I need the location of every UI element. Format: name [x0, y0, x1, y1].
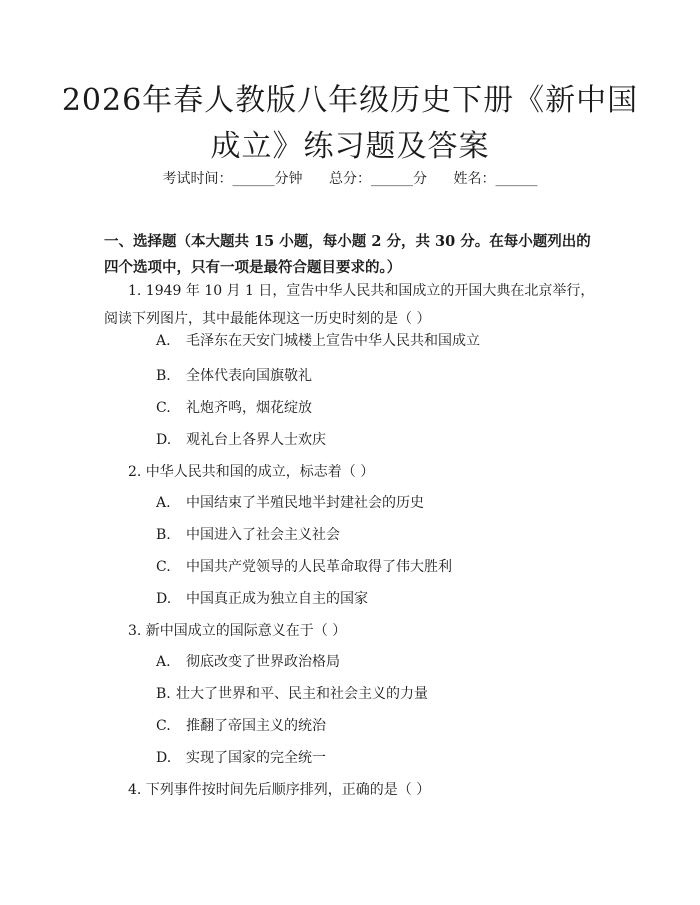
question-1: 1. 1949 年 10 月 1 日，宣告中华人民共和国成立的开国大典在北京举行，阅读下列图片，其中最能体现这一历史时刻的是（ ）	[104, 283, 595, 327]
q2-option-d	[156, 589, 596, 609]
q3-option-d	[156, 748, 596, 768]
option-text: 实现了国家的完全统一	[186, 750, 326, 766]
q2-option-b	[156, 525, 596, 545]
option-letter: B.	[156, 686, 171, 702]
option-letter: C.	[156, 718, 171, 734]
q1-option-a	[156, 331, 596, 351]
exam-score: 总分：______分	[329, 171, 427, 187]
exam-time: 考试时间：______分钟	[162, 171, 303, 187]
option-letter: B.	[156, 368, 171, 384]
option-text: 壮大了世界和平、民主和社会主义的力量	[176, 686, 428, 702]
option-letter: C.	[156, 559, 171, 575]
option-letter: D.	[156, 591, 172, 607]
option-text: 推翻了帝国主义的统治	[186, 718, 326, 734]
section-heading: 一、选择题（本大题共 15 小题，每小题 2 分，共 30 分。在每小题列出的四个选项中，只有一项是最符合题目要求的。）	[104, 233, 591, 276]
document-title: 2026年春人教版八年级历史下册《新中国成立》练习题及答案	[61, 83, 639, 164]
q1-option-c	[156, 398, 596, 418]
q1-option-b	[156, 366, 596, 386]
option-letter: C.	[156, 400, 171, 416]
option-text: 毛泽东在天安门城楼上宣告中华人民共和国成立	[186, 333, 480, 349]
q2-option-c	[156, 557, 596, 577]
option-letter: B.	[156, 527, 171, 543]
option-text: 观礼台上各界人士欢庆	[186, 432, 326, 448]
option-letter: A.	[156, 654, 171, 670]
option-text: 中国真正成为独立自主的国家	[186, 591, 368, 607]
option-letter: A.	[156, 495, 171, 511]
exam-meta	[0, 169, 700, 189]
option-letter: A.	[156, 333, 171, 349]
option-text: 中国共产党领导的人民革命取得了伟大胜利	[186, 559, 452, 575]
question-4: 4. 下列事件按时间先后顺序排列，正确的是（ ）	[128, 782, 431, 798]
option-text: 中国结束了半殖民地半封建社会的历史	[186, 495, 424, 511]
option-letter: D.	[156, 432, 172, 448]
q3-option-c	[156, 716, 596, 736]
q1-option-d	[156, 430, 596, 450]
q2-option-a	[156, 493, 596, 513]
option-text: 中国进入了社会主义社会	[186, 527, 340, 543]
exam-name: 姓名：______	[453, 171, 538, 187]
q3-option-a	[156, 652, 596, 672]
option-text: 彻底改变了世界政治格局	[186, 654, 340, 670]
option-letter: D.	[156, 750, 172, 766]
question-2: 2. 中华人民共和国的成立，标志着（ ）	[128, 464, 375, 480]
question-3: 3. 新中国成立的国际意义在于（ ）	[128, 623, 347, 639]
option-text: 全体代表向国旗敬礼	[186, 368, 312, 384]
option-text: 礼炮齐鸣，烟花绽放	[186, 400, 312, 416]
q3-option-b	[156, 684, 596, 704]
